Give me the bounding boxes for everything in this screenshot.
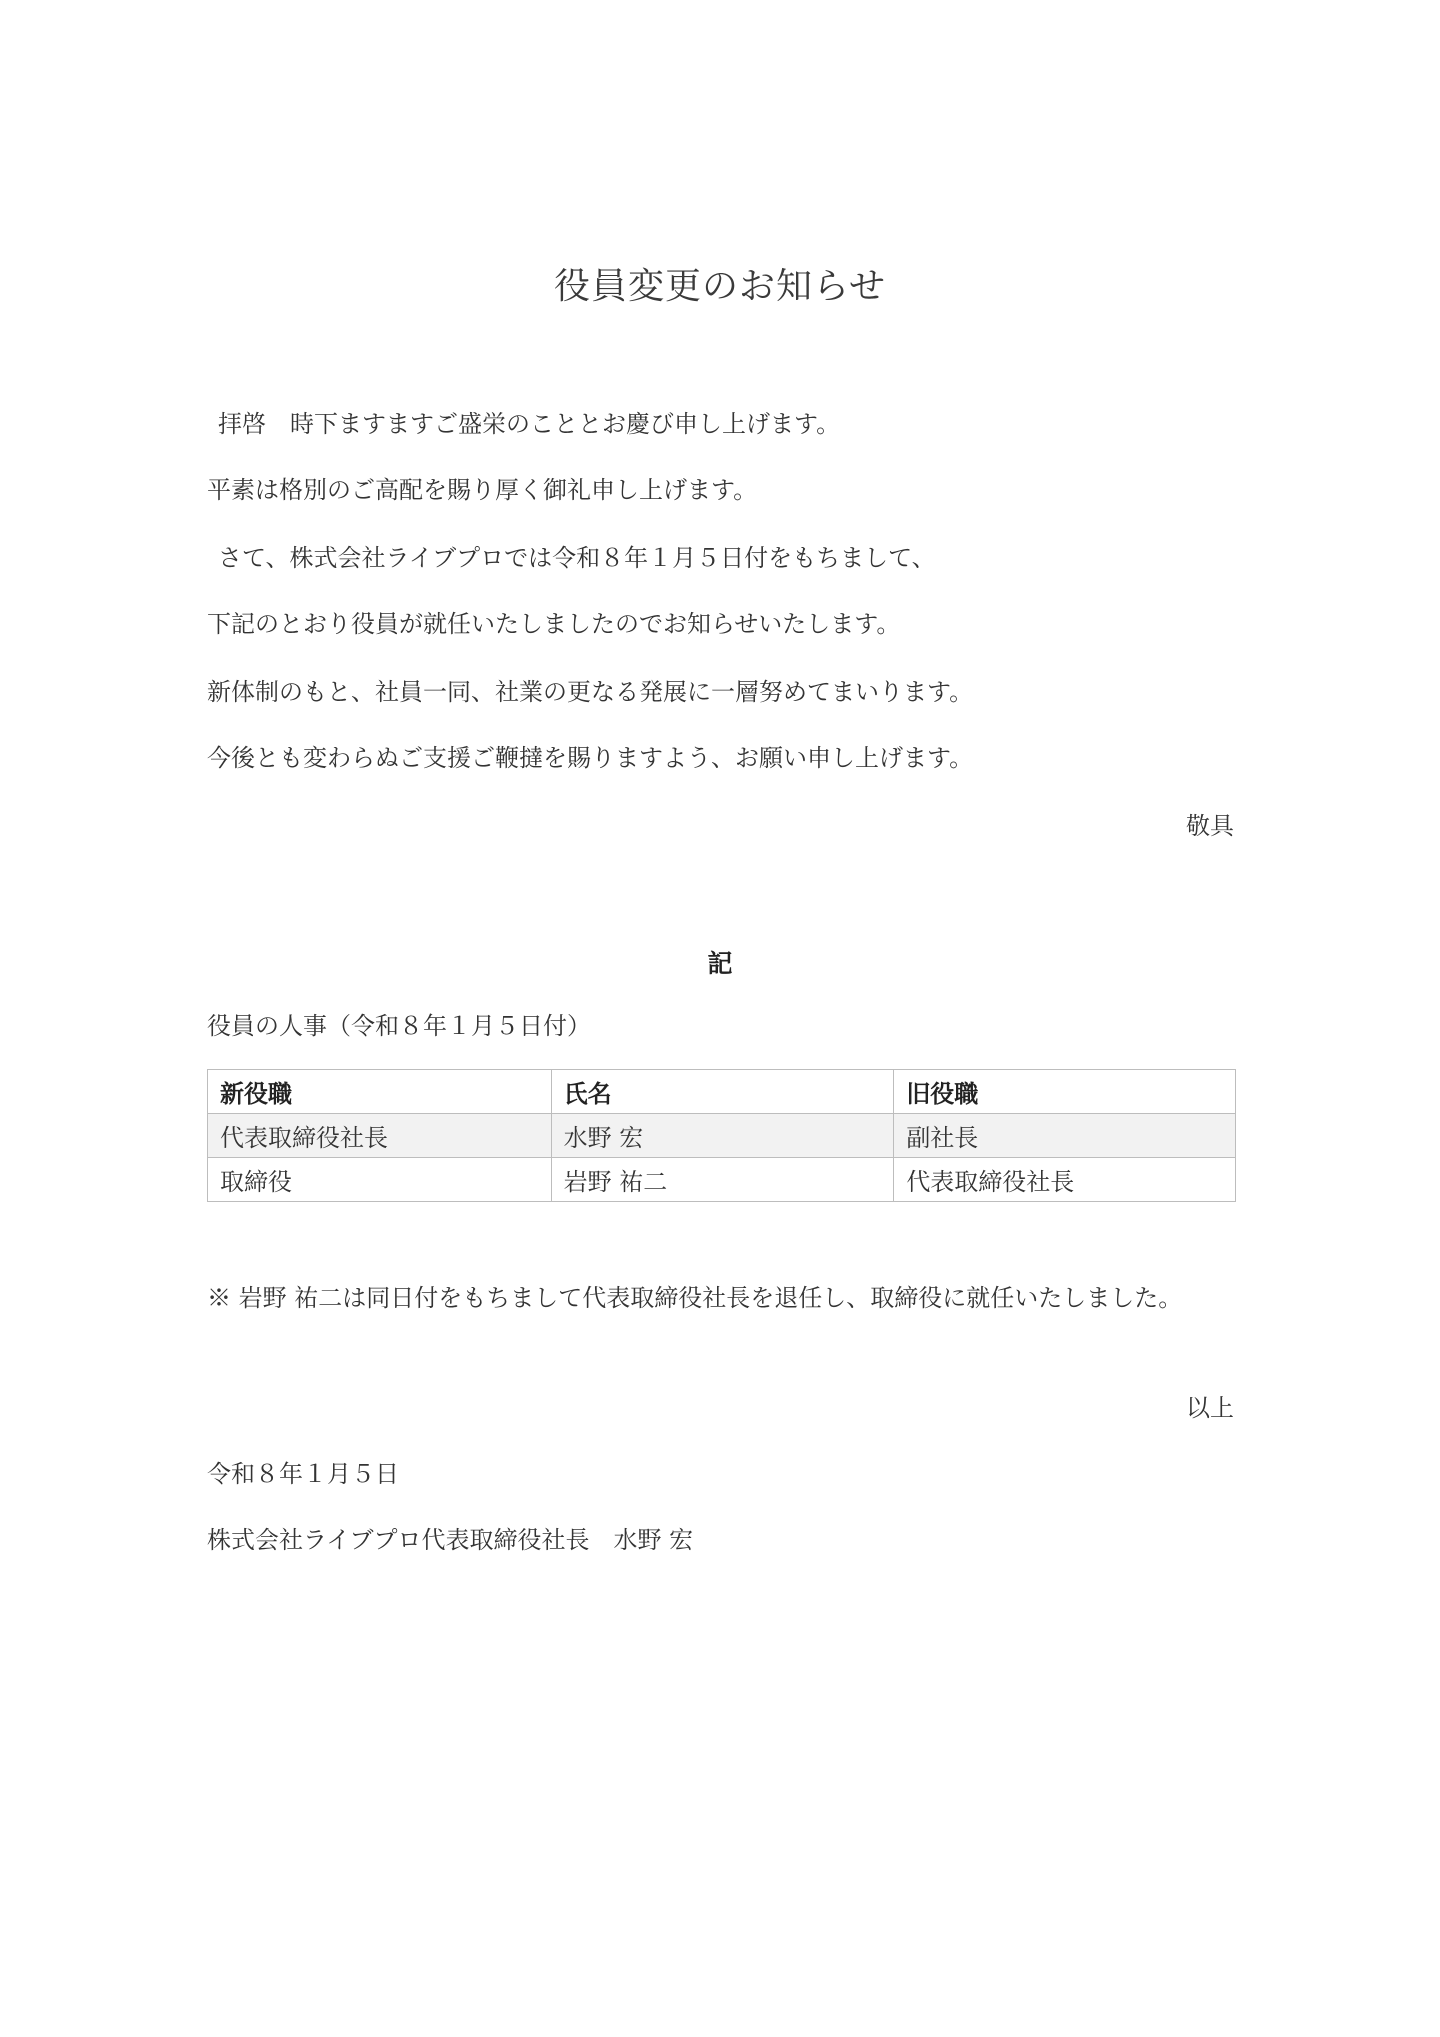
cell-old-role: 代表取締役社長: [894, 1158, 1236, 1202]
ki-heading: 記: [707, 949, 733, 978]
signature: 株式会社ライブプロ代表取締役社長 水野 宏: [207, 1526, 694, 1554]
cell-new-role: 代表取締役社長: [208, 1114, 552, 1158]
greeting-line-1: 拝啓 時下ますますご盛栄のこととお慶び申し上げます。: [218, 410, 841, 438]
cell-new-role: 取締役: [208, 1158, 552, 1202]
document-date: 令和８年１月５日: [207, 1460, 399, 1488]
greeting-line-3: さて、株式会社ライブプロでは令和８年１月５日付をもちまして、: [218, 544, 936, 572]
section-heading: 役員の人事（令和８年１月５日付）: [207, 1012, 591, 1040]
header-new-role: 新役職: [208, 1070, 552, 1114]
note-text: ※ 岩野 祐二は同日付をもちまして代表取締役社長を退任し、取締役に就任いたしました。: [207, 1284, 1183, 1312]
cell-name: 水野 宏: [551, 1114, 894, 1158]
closing-keigu: 敬具: [1186, 812, 1234, 840]
header-name: 氏名: [551, 1070, 894, 1114]
table-row: [208, 1158, 1236, 1202]
greeting-line-6: 今後とも変わらぬご支援ご鞭撻を賜りますよう、お願い申し上げます。: [207, 744, 974, 772]
greeting-line-5: 新体制のもと、社員一同、社業の更なる発展に一層努めてまいります。: [207, 678, 974, 706]
cell-name: 岩野 祐二: [551, 1158, 894, 1202]
greeting-line-4: 下記のとおり役員が就任いたしましたのでお知らせいたします。: [207, 610, 901, 638]
cell-old-role: 副社長: [894, 1114, 1236, 1158]
header-old-role: 旧役職: [894, 1070, 1236, 1114]
closing-ijo: 以上: [1186, 1394, 1234, 1422]
roles-table: [207, 1069, 1236, 1202]
document-title: 役員変更のお知らせ: [554, 266, 886, 307]
table-row: [208, 1114, 1236, 1158]
greeting-line-2: 平素は格別のご高配を賜り厚く御礼申し上げます。: [207, 476, 758, 504]
table-header-row: [208, 1070, 1236, 1114]
